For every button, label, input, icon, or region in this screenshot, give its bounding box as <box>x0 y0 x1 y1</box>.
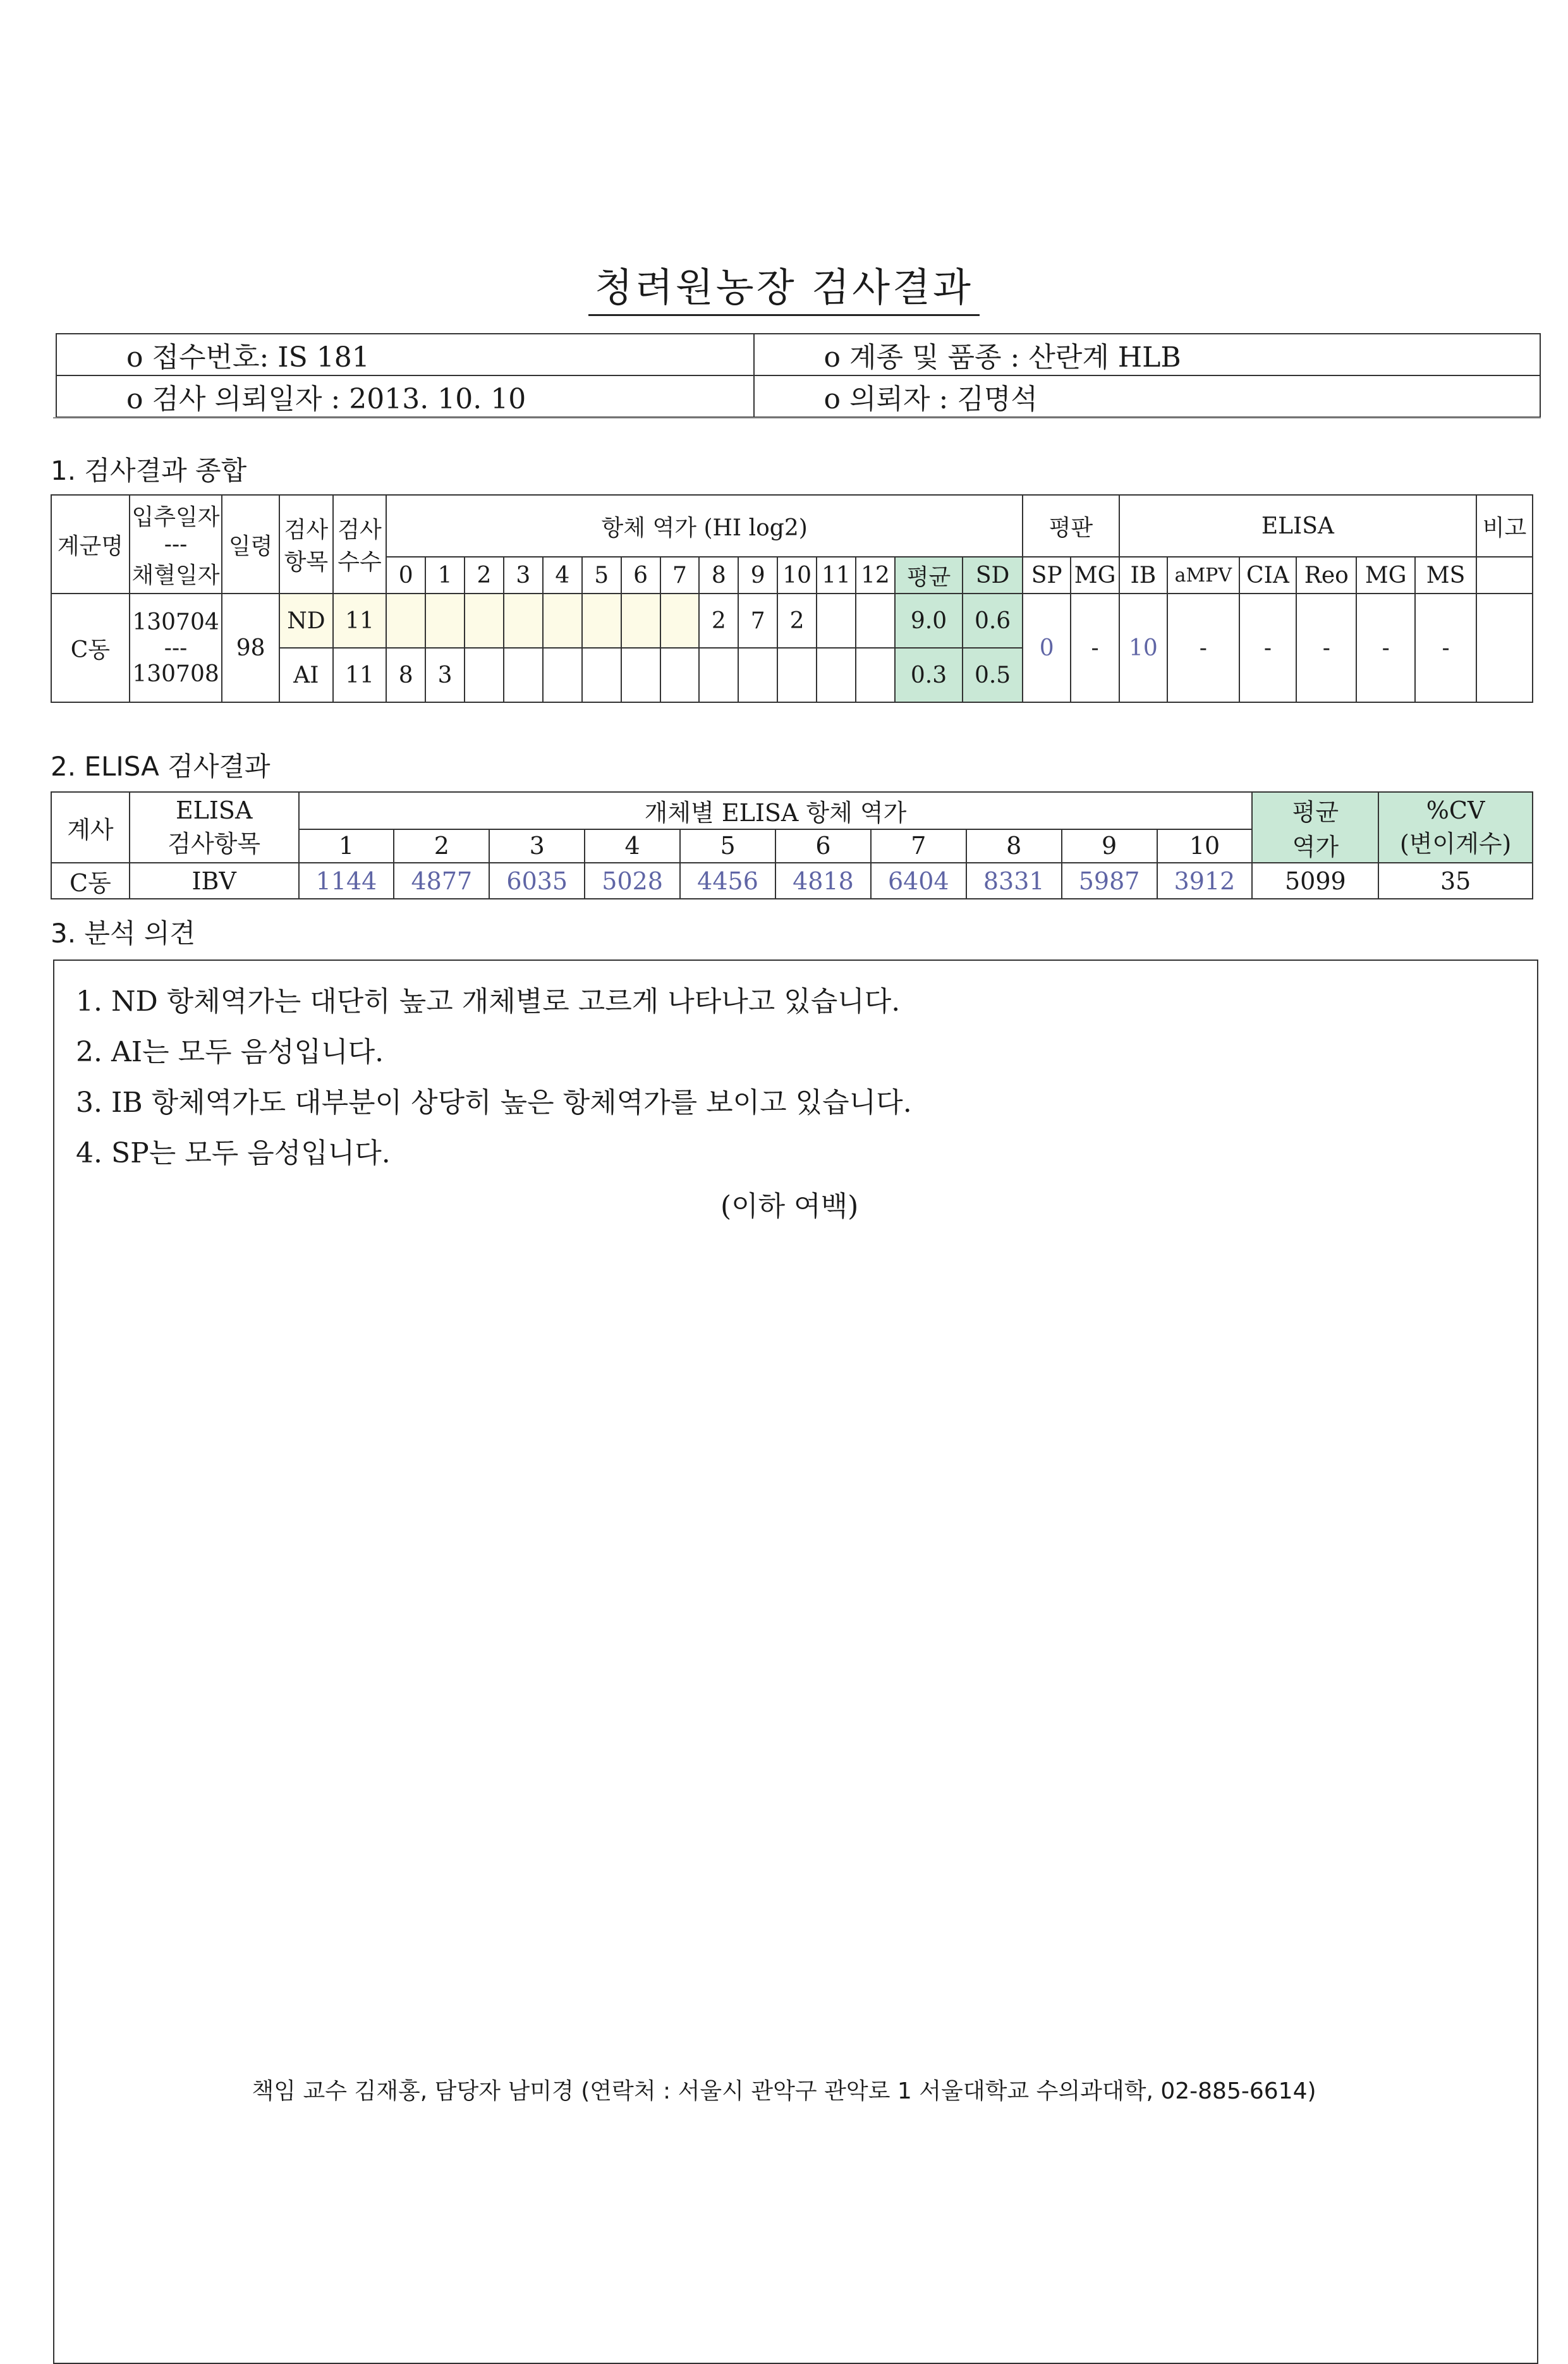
note-value <box>1476 594 1533 702</box>
titer-col: 11 <box>817 557 856 594</box>
elisa-col: 3 <box>489 829 585 863</box>
elisa-value: 6035 <box>489 863 585 899</box>
ms-value: - <box>1415 594 1476 702</box>
titer-cell: 3 <box>425 648 465 702</box>
header-judge: 평판 <box>1023 495 1119 557</box>
elisa-table <box>51 791 1533 899</box>
titer-cell <box>817 594 856 648</box>
item-cell: ND <box>279 594 333 648</box>
titer-col: 10 <box>777 557 817 594</box>
elisa-col: 10 <box>1157 829 1253 863</box>
titer-col: 3 <box>504 557 543 594</box>
elisa-col: 1 <box>299 829 394 863</box>
sd-cell: 0.5 <box>963 648 1023 702</box>
titer-cell <box>660 648 700 702</box>
count-cell: 11 <box>333 594 387 648</box>
ampv-value: - <box>1167 594 1239 702</box>
titer-cell <box>543 648 582 702</box>
elisa-col: 8 <box>966 829 1062 863</box>
elisa-col: 4 <box>585 829 680 863</box>
judge-col: SP <box>1023 557 1071 594</box>
elisa-value: 6404 <box>871 863 966 899</box>
summary-table <box>51 494 1533 703</box>
opinion-line: 1. ND 항체역가는 대단히 높고 개체별로 고르게 나타나고 있습니다. <box>76 985 901 1018</box>
sd-cell: 0.6 <box>963 594 1023 648</box>
count-cell: 11 <box>333 648 387 702</box>
group-cell: C동 <box>51 594 130 702</box>
elisa-header-cv: %CV (변이계수) <box>1378 792 1533 863</box>
elisa-col: Reo <box>1296 557 1356 594</box>
titer-cell <box>621 648 660 702</box>
titer-cell <box>738 648 777 702</box>
header-note: 비고 <box>1476 495 1533 557</box>
titer-cell: 2 <box>699 594 738 648</box>
elisa-col: MG <box>1356 557 1415 594</box>
sp-value: 0 <box>1023 594 1071 702</box>
header-age: 일령 <box>222 495 279 594</box>
elisa-group-cell: C동 <box>51 863 130 899</box>
section-opinion-heading: 3. 분석 의견 <box>51 918 196 949</box>
titer-cell <box>582 594 621 648</box>
header-dates: 입추일자 --- 채혈일자 <box>130 495 222 594</box>
titer-col: 2 <box>465 557 504 594</box>
header-group: 계군명 <box>51 495 130 594</box>
elisa-col: 9 <box>1062 829 1157 863</box>
opinion-line: 3. IB 항체역가도 대부분이 상당히 높은 항체역가를 보이고 있습니다. <box>76 1087 912 1119</box>
elisa-mg-value: - <box>1356 594 1415 702</box>
titer-col: 0 <box>386 557 425 594</box>
elisa-header-item: ELISA 검사항목 <box>130 792 299 863</box>
dates-cell: 130704 --- 130708 <box>130 594 222 702</box>
elisa-value: 4818 <box>775 863 871 899</box>
mg-value: - <box>1071 594 1119 702</box>
elisa-col: 5 <box>680 829 775 863</box>
receipt-number: o 접수번호: IS 181 <box>56 334 754 375</box>
header-item: 검사 항목 <box>279 495 333 594</box>
header-mean: 평균 <box>895 557 963 594</box>
titer-col: 5 <box>582 557 621 594</box>
blank-note: (이하 여백) <box>720 1190 859 1222</box>
elisa-value: 5028 <box>585 863 680 899</box>
titer-cell <box>504 594 543 648</box>
elisa-col: CIA <box>1239 557 1297 594</box>
elisa-cv-cell: 35 <box>1378 863 1533 899</box>
cia-value: - <box>1239 594 1297 702</box>
reo-value: - <box>1296 594 1356 702</box>
elisa-col: 2 <box>394 829 489 863</box>
titer-col: 4 <box>543 557 582 594</box>
mean-cell: 0.3 <box>895 648 963 702</box>
elisa-header-mean: 평균 역가 <box>1252 792 1378 863</box>
titer-cell <box>777 648 817 702</box>
titer-cell: 2 <box>777 594 817 648</box>
info-table <box>56 333 1541 418</box>
elisa-value: 8331 <box>966 863 1062 899</box>
elisa-value: 4456 <box>680 863 775 899</box>
header-titer: 항체 역가 (HI log2) <box>386 495 1023 557</box>
elisa-value: 3912 <box>1157 863 1253 899</box>
titer-cell <box>386 594 425 648</box>
opinion-line: 2. AI는 모두 음성입니다. <box>76 1036 384 1068</box>
header-sd: SD <box>963 557 1023 594</box>
elisa-value: 4877 <box>394 863 489 899</box>
section-summary-heading: 1. 검사결과 종합 <box>51 455 247 486</box>
titer-cell <box>582 648 621 702</box>
titer-cell <box>465 648 504 702</box>
elisa-mean-cell: 5099 <box>1252 863 1378 899</box>
judge-col: MG <box>1071 557 1119 594</box>
requester: o 의뢰자 : 김명석 <box>754 375 1540 417</box>
titer-cell <box>543 594 582 648</box>
elisa-col: 7 <box>871 829 966 863</box>
titer-cell <box>660 594 700 648</box>
opinion-line: 4. SP는 모두 음성입니다. <box>76 1137 391 1169</box>
titer-col: 8 <box>699 557 738 594</box>
titer-cell <box>504 648 543 702</box>
titer-cell <box>425 594 465 648</box>
titer-col: 1 <box>425 557 465 594</box>
header-elisa: ELISA <box>1119 495 1476 557</box>
titer-cell <box>817 648 856 702</box>
elisa-value: 1144 <box>299 863 394 899</box>
request-date: o 검사 의뢰일자 : 2013. 10. 10 <box>56 375 754 417</box>
page-title: 청려원농장 검사결과 <box>0 256 1568 312</box>
titer-cell <box>856 594 895 648</box>
header-count: 검사 수수 <box>333 495 387 594</box>
elisa-col: IB <box>1119 557 1167 594</box>
titer-cell <box>465 594 504 648</box>
titer-cell <box>856 648 895 702</box>
elisa-col: aMPV <box>1167 557 1239 594</box>
elisa-col: 6 <box>775 829 871 863</box>
elisa-item-cell: IBV <box>130 863 299 899</box>
mean-cell: 9.0 <box>895 594 963 648</box>
titer-col: 6 <box>621 557 660 594</box>
titer-col: 12 <box>856 557 895 594</box>
ib-value: 10 <box>1119 594 1167 702</box>
titer-col: 9 <box>738 557 777 594</box>
footer-contact: 책임 교수 김재홍, 담당자 남미경 (연락처 : 서울시 관악구 관악로 1 서울대학교 수의과대학, 02-885-6614) <box>252 2078 1316 2104</box>
elisa-header-titer: 개체별 ELISA 항체 역가 <box>299 792 1253 829</box>
elisa-col: MS <box>1415 557 1476 594</box>
age-cell: 98 <box>222 594 279 702</box>
elisa-header-group: 계사 <box>51 792 130 863</box>
titer-cell: 7 <box>738 594 777 648</box>
section-elisa-heading: 2. ELISA 검사결과 <box>51 751 270 782</box>
note-cell <box>1476 557 1533 594</box>
titer-cell <box>699 648 738 702</box>
titer-col: 7 <box>660 557 700 594</box>
titer-cell <box>621 594 660 648</box>
breed: o 계종 및 품종 : 산란계 HLB <box>754 334 1540 375</box>
divider <box>53 417 1541 418</box>
titer-cell: 8 <box>386 648 425 702</box>
item-cell: AI <box>279 648 333 702</box>
elisa-value: 5987 <box>1062 863 1157 899</box>
